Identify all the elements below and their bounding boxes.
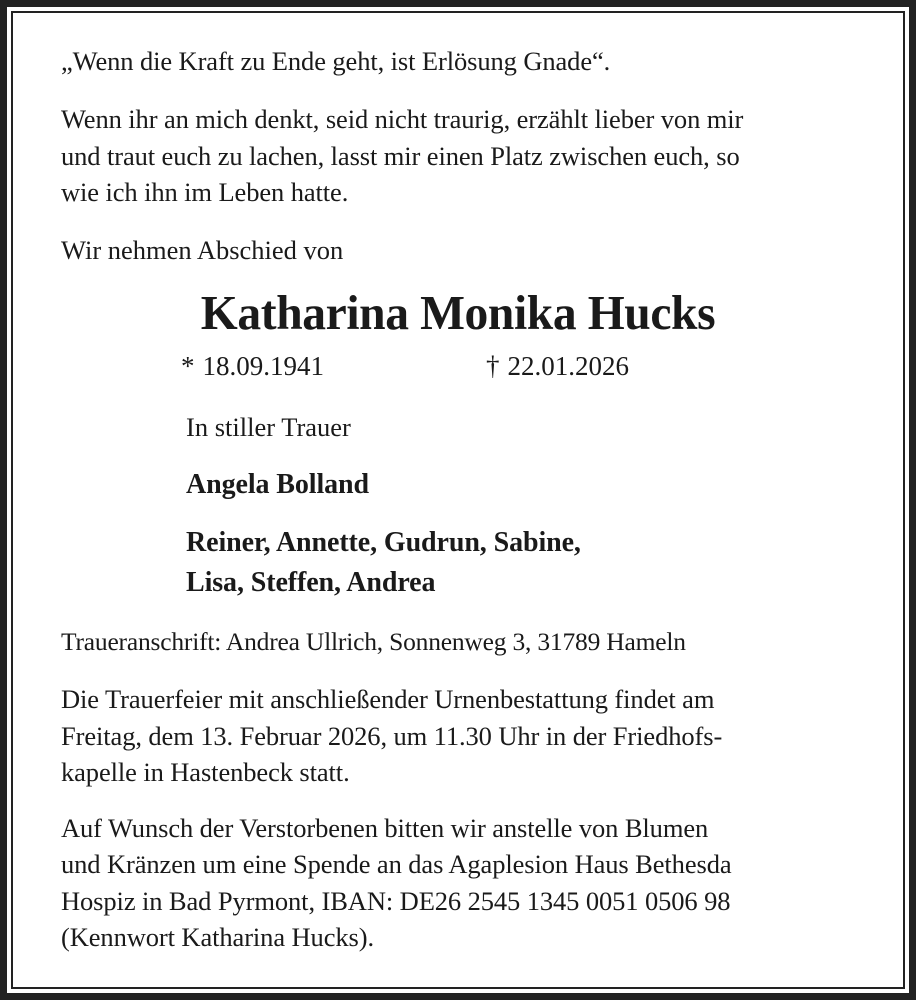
mourning-intro: In stiller Trauer [186, 412, 351, 443]
other-mourners-line-2: Lisa, Steffen, Andrea [186, 567, 436, 599]
poem-line-1: Wenn ihr an mich denkt, seid nicht traurig, erzählt lieber von mir [61, 104, 744, 135]
birth-date: 18.09.1941 [202, 351, 324, 382]
poem-line-3: wie ich ihn im Leben hatte. [61, 176, 349, 207]
ceremony-line-3: kapelle in Hastenbeck statt. [61, 756, 350, 787]
obituary-notice-inner-border [11, 11, 905, 989]
donation-line-4: (Kennwort Katharina Hucks). [61, 921, 374, 952]
mourners-block [61, 410, 855, 602]
condolence-address: Traueranschrift: Andrea Ullrich, Sonnenweg 3, 31789 Hameln [61, 626, 686, 656]
death-date: 22.01.2026 [507, 351, 629, 382]
donation-request [61, 810, 855, 955]
donation-line-1: Auf Wunsch der Verstorbenen bitten wir anstelle von Blumen [61, 813, 709, 844]
donation-line-3: Hospiz in Bad Pyrmont, IBAN: DE26 2545 1345 0051 0506 98 [61, 885, 731, 916]
donation-line-2: und Kränzen um eine Spende an das Agaplesion Haus Bethesda [61, 849, 732, 880]
other-mourners [186, 523, 855, 603]
memorial-quote: „Wenn die Kraft zu Ende geht, ist Erlösung Gnade“. [61, 46, 611, 76]
farewell-intro: Wir nehmen Abschied von [61, 235, 344, 266]
birth-date-group [181, 349, 486, 384]
other-mourners-line-1: Reiner, Annette, Gudrun, Sabine, [186, 527, 581, 559]
birth-star-icon: * [181, 351, 195, 382]
deceased-name: Katharina Monika Hucks [200, 285, 716, 341]
ceremony-line-1: Die Trauerfeier mit anschließender Urnenbestattung findet am [61, 684, 715, 715]
ceremony-line-2: Freitag, dem 13. Februar 2026, um 11.30 Uhr in der Friedhofs- [61, 720, 723, 751]
life-dates [61, 349, 855, 384]
obituary-content [39, 43, 877, 955]
death-cross-icon: † [486, 351, 500, 382]
ceremony-details [61, 681, 855, 790]
death-date-group [486, 349, 629, 384]
memorial-poem [61, 101, 855, 210]
primary-mourner: Angela Bolland [186, 468, 369, 500]
poem-line-2: und traut euch zu lachen, lasst mir einen Platz zwischen euch, so [61, 140, 740, 171]
